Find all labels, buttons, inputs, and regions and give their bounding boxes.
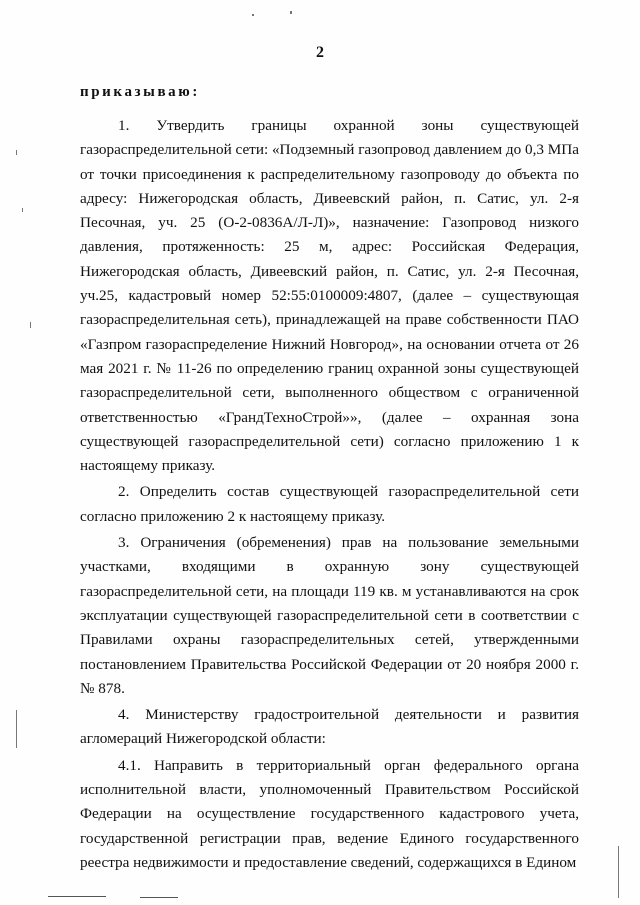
order-heading: приказываю: <box>80 84 200 100</box>
paragraph-3: 3. Ограничения (обременения) прав на пользование земельными участками, входящими в охранную зону существующей газораспределительной сети, на площади 119 кв. м устанавливаются на срок эксплуатации существующей газораспределительной сети в соответствии с Правилами охраны газораспределительных сетей, утвержденными постановлением Правительства Российской Федерации от 20 ноября 2000 г. № 878. <box>80 534 579 697</box>
scan-bottom-edge <box>140 897 178 898</box>
paragraph-1: 1. Утвердить границы охранной зоны существующей газораспределительной сети: «Подземный газопровод давлением до 0,3 МПа от точки присоединения к распределительному газопроводу до объекта по адресу: Нижегородская область, Дивеевский район, п. Сатис, ул. 2-я Песочная, уч. 25 (О-2-0836А/Л-Л)», назначение: Газопровод низкого давления, протяженность: 25 м, адрес: Российская Федерация, Нижегородская область, Дивеевский район, п. Сатис, ул. 2-я Песочная, уч.25, кадастровый номер 52:55:0100009:4807, (далее – существующая газораспределительная сеть), принадлежащей на праве собственности ПАО «Газпром газораспределение Нижний Новгород», на основании отчета от 26 мая 2021 г. № 11-26 по определению границ охранной зоны существующей газораспределительной сети, выполненного обществом с ограниченной ответственностью «ГрандТехноСтрой»», (далее – охранная зона существующей газораспределительной сети) согласно приложению 1 к настоящему приказу. <box>80 117 580 475</box>
scan-bottom-edge <box>48 896 106 897</box>
scan-artifact <box>16 710 17 748</box>
page-number: 2 <box>316 44 324 61</box>
scan-artifact <box>290 11 292 14</box>
scan-artifact <box>30 322 31 328</box>
scan-artifact <box>22 208 23 212</box>
paragraph-4: 4. Министерству градостроительной деятельности и развития агломераций Нижегородской области: <box>80 706 579 748</box>
paragraph-2: 2. Определить состав существующей газораспределительной сети согласно приложению 2 к настоящему приказу. <box>80 483 579 525</box>
scan-artifact <box>16 150 17 155</box>
paragraph-4-1: 4.1. Направить в территориальный орган федерального органа исполнительной власти, уполномоченный Правительством Российской Федерации на осуществление государственного кадастрового учета, государственной регистрации прав, ведение Единого государственного реестра недвижимости и предоставление сведений, содержащихся в Едином <box>80 756 579 871</box>
document-body <box>80 114 579 877</box>
scan-artifact <box>618 846 619 898</box>
scan-artifact <box>252 14 254 16</box>
